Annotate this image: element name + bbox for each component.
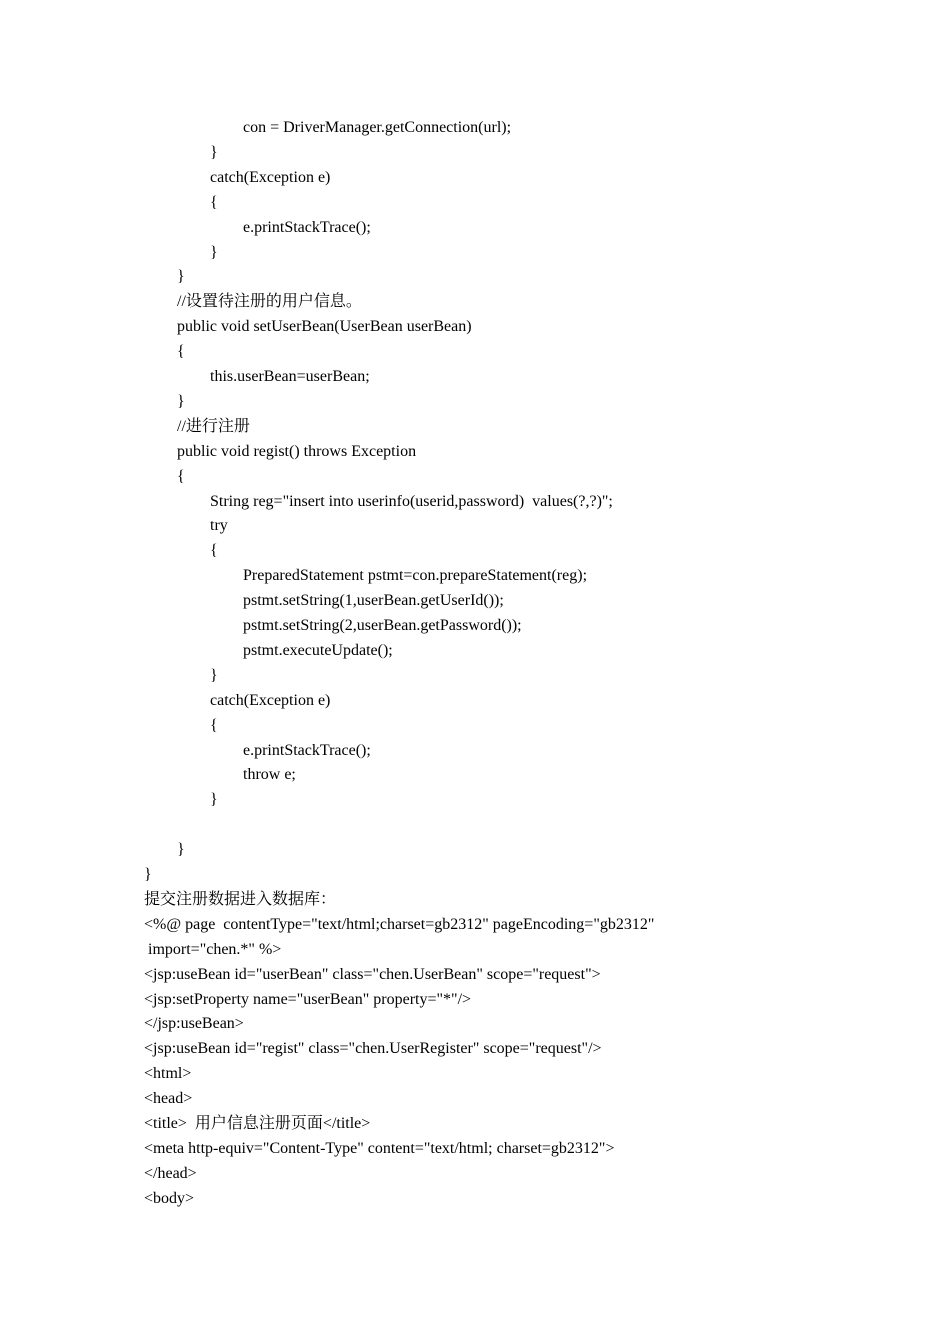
code-line: <meta http-equiv="Content-Type" content="text/html; charset=gb2312"> [144, 1139, 615, 1157]
code-line: this.userBean=userBean; [210, 368, 370, 385]
code-line: <head> [144, 1090, 193, 1108]
code-line: pstmt.setString(2,userBean.getPassword()); [243, 617, 522, 634]
code-line: </head> [144, 1164, 197, 1182]
code-line: } [210, 791, 218, 809]
code-line: { [177, 467, 185, 485]
code-line: <html> [144, 1065, 192, 1083]
code-line: //设置待注册的用户信息。 [177, 293, 362, 311]
code-line: <title> 用户信息注册页面</title> [144, 1115, 371, 1132]
code-line: throw e; [243, 766, 296, 784]
code-line: { [177, 343, 185, 361]
code-line: { [210, 542, 218, 560]
code-line: try [210, 517, 228, 535]
code-line: } [210, 243, 218, 261]
code-line: } [177, 392, 185, 410]
code-line: <body> [144, 1189, 195, 1207]
code-line: } [144, 866, 152, 883]
code-line: catch(Exception e) [210, 691, 331, 709]
code-line: PreparedStatement pstmt=con.prepareStatement(reg); [243, 567, 588, 585]
code-line: 提交注册数据进入数据库： [144, 890, 337, 908]
code-line: <%@ page contentType="text/html;charset=gb2312" pageEncoding="gb2312" [144, 915, 655, 933]
code-line: public void regist() throws Exception [177, 442, 417, 460]
code-line: pstmt.setString(1,userBean.getUserId()); [243, 592, 504, 610]
code-line: import="chen.*" %> [144, 940, 282, 958]
code-line: <jsp:useBean id="regist" class="chen.UserRegister" scope="request"/> [144, 1040, 602, 1058]
code-line: pstmt.executeUpdate(); [243, 641, 393, 659]
code-line: e.printStackTrace(); [243, 741, 371, 759]
code-line: //进行注册 [177, 417, 250, 435]
code-line: { [210, 716, 218, 734]
code-line: e.printStackTrace(); [243, 218, 371, 236]
code-line: <jsp:useBean id="userBean" class="chen.UserBean" scope="request"> [144, 965, 601, 983]
code-line: catch(Exception e) [210, 168, 331, 186]
code-line: <jsp:setProperty name="userBean" property="*"/> [144, 990, 472, 1008]
code-line: } [177, 268, 185, 286]
code-line: } [177, 841, 185, 859]
code-line: </jsp:useBean> [144, 1015, 244, 1033]
code-line: } [210, 666, 218, 684]
code-line: public void setUserBean(UserBean userBean) [177, 318, 472, 336]
code-line: } [210, 143, 218, 161]
code-line: { [210, 193, 218, 211]
code-line: String reg="insert into userinfo(userid,password) values(?,?)"; [210, 492, 613, 510]
code-line: con = DriverManager.getConnection(url); [243, 119, 512, 136]
